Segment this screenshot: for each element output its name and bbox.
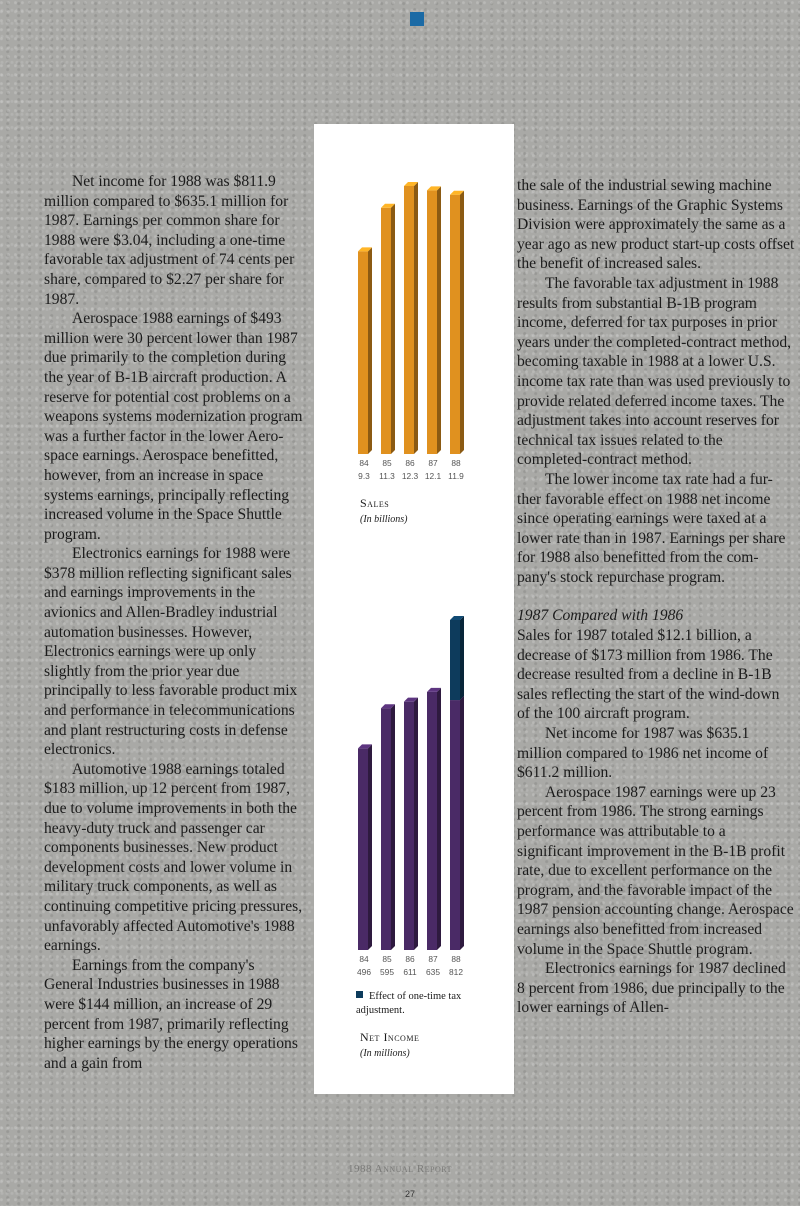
paragraph-tax-adjustment: The favorable tax adjustment in 1988 results from substantial B-1B program income, deferred for tax purposes in prior years under the completed-contract method, becoming taxable in 1988 at a lower U.S. income tax rate than was used previously to provide related deferred income taxes. The adjustment takes into account reserves for technical tax issues related to the completed-contract method. bbox=[517, 274, 792, 469]
income-chart-title: Net Income bbox=[360, 1030, 420, 1044]
income-bar-85-side bbox=[391, 704, 395, 950]
paragraph-net-income-1987: Net income for 1987 was $635.1 million compared to 1986 net income of $611.2 million. bbox=[517, 725, 769, 782]
sales-chart-title: Sales bbox=[360, 496, 390, 510]
income-bar-88 bbox=[450, 700, 460, 950]
income-bar-84 bbox=[358, 748, 368, 950]
sales-bar-88 bbox=[450, 195, 460, 454]
paragraph-aerospace-1988: Aerospace 1988 earnings of $493 million were 30 percent lower than 1987 due primarily to the completion during the year of B-1B aircraft production. A reserve for potential cost problems on a weapons systems modernization program was a further factor in the lower Aero-space earnings. Aerospace benefitted, however, from an increase in space systems earnings, principally reflecting increased volume in the Space Shuttle program. bbox=[44, 310, 303, 543]
sales-value-label: 12.3 bbox=[401, 471, 419, 481]
income-bar-88-tax-effect-side bbox=[460, 616, 464, 700]
sales-bar-85 bbox=[381, 208, 391, 454]
income-value-label: 595 bbox=[380, 967, 394, 977]
paragraph-general-industries-1988: Earnings from the company's General Industries businesses in 1988 were $144 million, an increase of 29 percent from 1987, primarily reflecting higher earnings by the energy operations and a gain from bbox=[44, 956, 298, 1072]
page-number: 27 bbox=[404, 1189, 415, 1199]
sales-value-label: 11.3 bbox=[379, 471, 395, 481]
income-bar-88-tax-effect bbox=[450, 620, 460, 700]
income-bar-86-side bbox=[414, 698, 418, 950]
paragraph-net-income-1988: Net income for 1988 was $811.9 million compared to $635.1 million for 1987. Earnings per common share for 1988 were $3.04, including a one-time favorable tax adjustment of 74 cents per share, compared to $2.27 per share for 1987. bbox=[44, 173, 295, 308]
sales-year-label: 88 bbox=[451, 458, 461, 468]
paragraph-tax-rate: The lower income tax rate had a fur-ther favorable effect on 1988 net income since operating earnings were taxed at a lower rate than in 1987. Earnings per share for 1988 also benefitted from the com-pany's stock repurchase program. bbox=[517, 470, 786, 586]
income-chart-subtitle: (In millions) bbox=[360, 1048, 410, 1059]
paragraph-electronics-1988: Electronics earnings for 1988 were $378 million reflecting significant sales and earnings improvements in the avionics and Allen-Bradley industrial automation businesses. However, Electronics earnings were up only slightly from the prior year due principally to less favorable product mix and performance in telecommunications and plant restructuring costs in defense electronics. bbox=[44, 545, 298, 759]
income-value-label: 496 bbox=[357, 967, 371, 977]
paragraph-automotive-1988: Automotive 1988 earnings totaled $183 million, up 12 percent from 1987, due to volume improvements in both the heavy-duty truck and passenger car components businesses. New product development costs and lower volume in military truck components, as well as continuing competitive pricing pressures, unfavorably affected Automotive's 1988 earnings. bbox=[44, 760, 303, 955]
legend-label: Effect of one-time tax adjustment. bbox=[356, 991, 462, 1016]
income-bar-87 bbox=[427, 692, 437, 950]
income-bar-84-side bbox=[368, 744, 372, 950]
income-year-label: 88 bbox=[451, 954, 461, 964]
sales-bar-87 bbox=[427, 190, 437, 454]
sales-bar-86 bbox=[404, 186, 414, 454]
sales-year-label: 84 bbox=[359, 458, 369, 468]
sales-year-label: 85 bbox=[382, 458, 392, 468]
sales-bar-84 bbox=[358, 251, 368, 454]
tax-effect-swatch-icon bbox=[356, 991, 363, 998]
income-value-label: 812 bbox=[449, 967, 463, 977]
income-bar-87-side bbox=[437, 688, 441, 950]
income-bar-88-side bbox=[460, 696, 464, 950]
left-text-column bbox=[44, 172, 306, 1073]
paragraph-continuation: the sale of the industrial sewing machine business. Earnings of the Graphic Systems Division were approximately the same as a year ago as new product start-up costs offset the benefit of increased sales. bbox=[517, 177, 795, 273]
income-year-label: 85 bbox=[382, 954, 392, 964]
sales-year-label: 86 bbox=[405, 458, 415, 468]
right-text-column bbox=[517, 176, 795, 1018]
sales-bar-88-side bbox=[460, 191, 464, 454]
income-value-label: 611 bbox=[403, 967, 417, 977]
sales-value-label: 12.1 bbox=[424, 471, 442, 481]
charts-canvas bbox=[314, 124, 514, 1094]
chart-panel bbox=[314, 124, 514, 1094]
income-bar-85 bbox=[381, 708, 391, 950]
sales-bar-86-side bbox=[414, 182, 418, 454]
sales-chart-subtitle: (In billions) bbox=[360, 514, 408, 525]
income-year-label: 84 bbox=[359, 954, 369, 964]
income-year-label: 87 bbox=[428, 954, 438, 964]
income-bar-86 bbox=[404, 702, 414, 950]
paragraph-electronics-1987: Electronics earnings for 1987 declined 8 percent from 1986, due principally to the lower earnings of Allen- bbox=[517, 960, 786, 1017]
sales-value-label: 9.3 bbox=[358, 471, 370, 481]
subhead-1987-vs-1986: 1987 Compared with 1986 bbox=[517, 607, 684, 625]
paragraph-sales-1987: Sales for 1987 totaled $12.1 billion, a decrease of $173 million from 1986. The decrease resulted from a decline in B-1B sales reflecting the start of the wind-down of the 100 aircraft program. bbox=[517, 627, 780, 723]
sales-value-label: 11.9 bbox=[448, 471, 464, 481]
sales-bar-87-side bbox=[437, 186, 441, 454]
sales-year-label: 87 bbox=[428, 458, 438, 468]
accent-square-icon bbox=[410, 12, 424, 26]
income-year-label: 86 bbox=[405, 954, 415, 964]
paragraph-aerospace-1987: Aerospace 1987 earnings were up 23 percent from 1986. The strong earnings performance was attributable to a significant improvement in the B-1B profit rate, due to excellent performance on the program, and the favorable impact of the 1987 pension accounting change. Aerospace earnings also benefitted from increased volume in the Space Shuttle program. bbox=[517, 783, 794, 958]
income-chart-legend bbox=[356, 990, 506, 1018]
sales-bar-85-side bbox=[391, 204, 395, 454]
income-value-label: 635 bbox=[426, 967, 440, 977]
sales-bar-84-side bbox=[368, 247, 372, 454]
footer-report-title: 1988 Annual Report bbox=[347, 1163, 453, 1175]
